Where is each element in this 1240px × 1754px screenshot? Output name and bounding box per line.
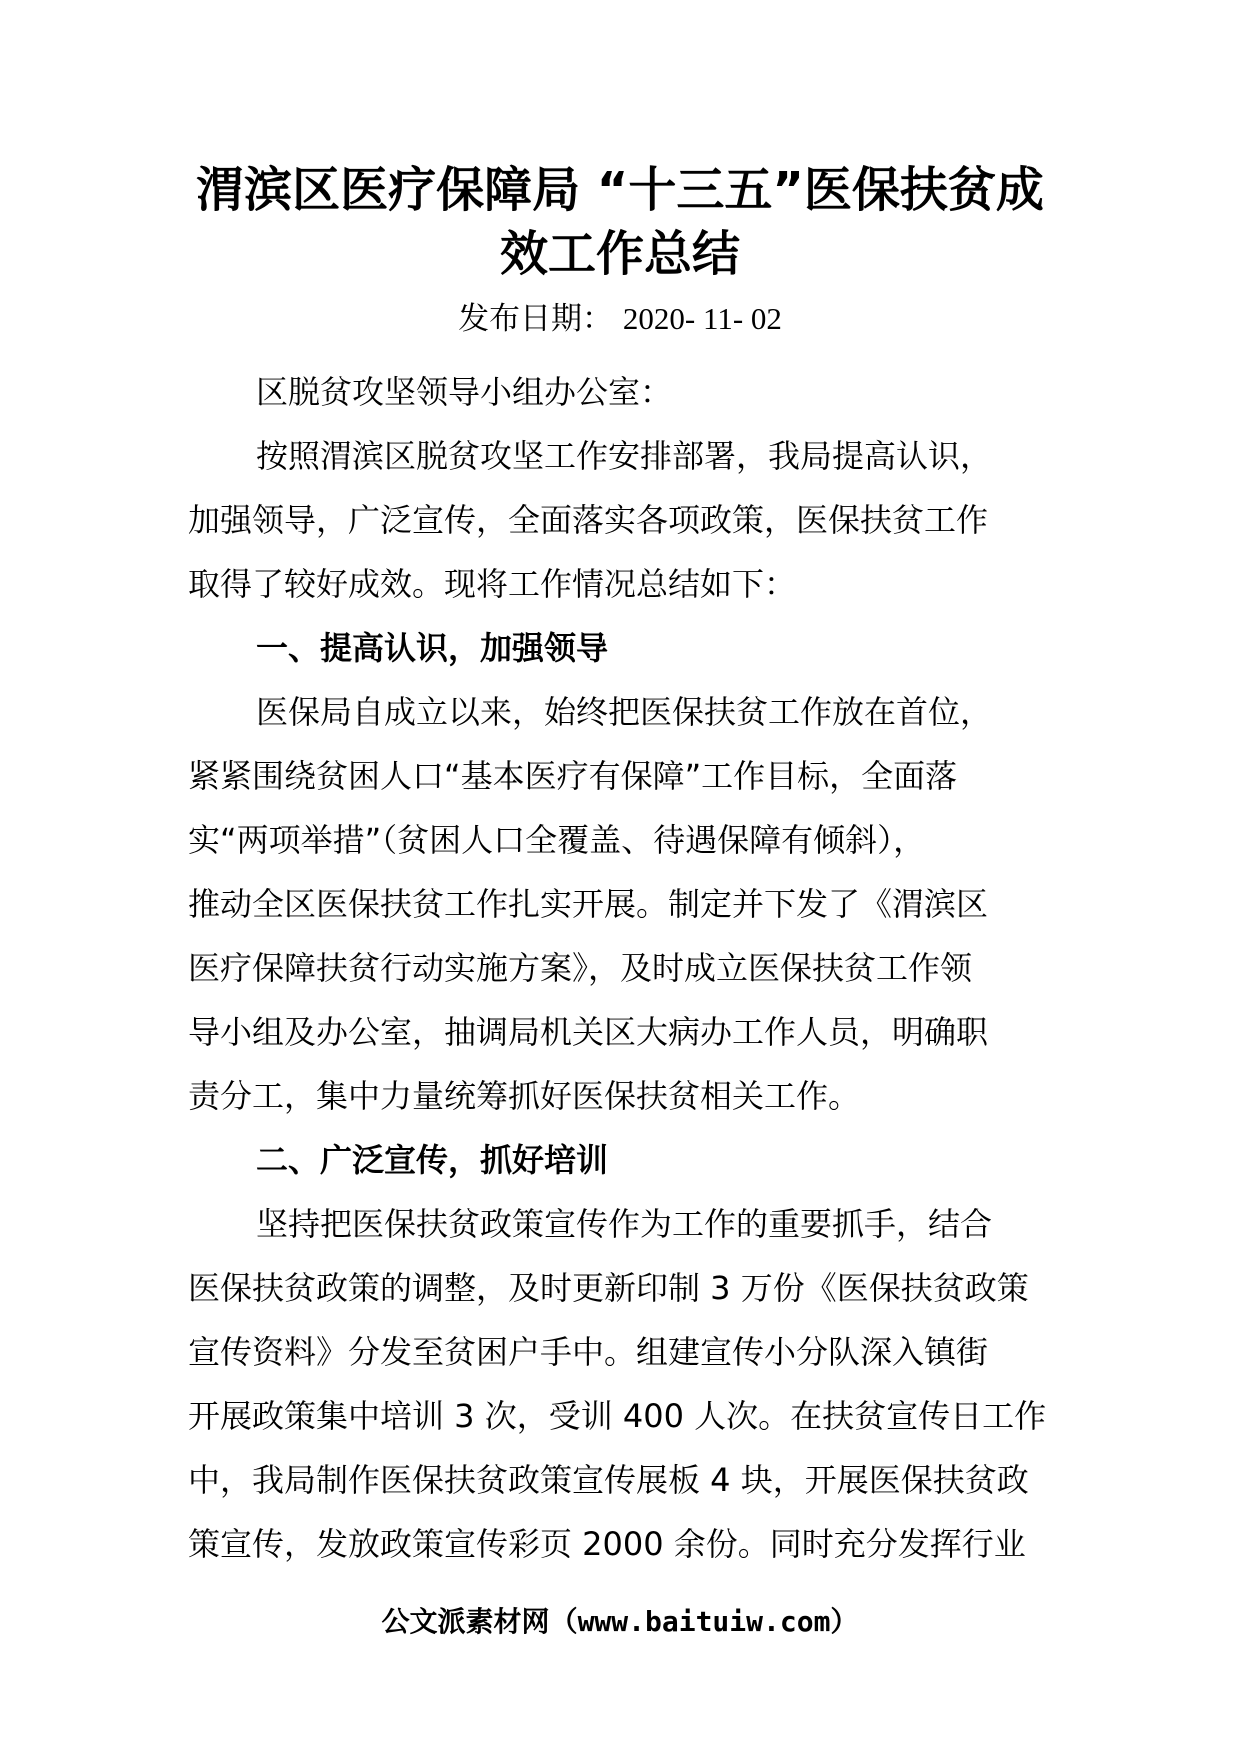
salutation: 区脱贫攻坚领导小组办公室：	[256, 373, 673, 411]
footer-url: （www.baituiw.com）	[549, 1605, 859, 1638]
paragraph-line: 按照渭滨区脱贫攻坚工作安排部署，我局提高认识，	[256, 437, 993, 475]
paragraph-line: 医保扶贫政策的调整，及时更新印制 3 万份《医保扶贫政策	[188, 1269, 1029, 1307]
paragraph-line: 策宣传，发放政策宣传彩页 2000 余份。同时充分发挥行业	[188, 1525, 1026, 1563]
page-footer	[150, 1600, 1090, 1644]
title-line-2: 效工作总结	[499, 226, 740, 282]
paragraph-line: 宣传资料》分发至贫困户手中。组建宣传小分队深入镇街	[188, 1333, 989, 1371]
publish-date-value: 2020- 11- 02	[622, 301, 782, 336]
paragraph-line: 医保局自成立以来，始终把医保扶贫工作放在首位，	[256, 693, 993, 731]
document-title	[150, 158, 1090, 286]
section-heading-1: 一、提高认识，加强领导	[256, 629, 609, 667]
publish-date	[150, 297, 1090, 341]
title-line-1: 渭滨区医疗保障局 “十三五”医保扶贫成	[196, 162, 1044, 218]
document-body	[188, 360, 1060, 1576]
paragraph-line: 开展政策集中培训 3 次，受训 400 人次。在扶贫宣传日工作	[188, 1397, 1047, 1435]
paragraph-line: 坚持把医保扶贫政策宣传作为工作的重要抓手，结合	[256, 1205, 993, 1243]
paragraph-line: 责分工，集中力量统筹抓好医保扶贫相关工作。	[188, 1077, 861, 1115]
paragraph-line: 取得了较好成效。现将工作情况总结如下：	[188, 565, 797, 603]
paragraph-line: 中，我局制作医保扶贫政策宣传展板 4 块，开展医保扶贫政	[188, 1461, 1029, 1499]
section-heading-2: 二、广泛宣传，抓好培训	[256, 1141, 609, 1179]
paragraph-line: 加强领导，广泛宣传，全面落实各项政策，医保扶贫工作	[188, 501, 989, 539]
paragraph-line: 紧紧围绕贫困人口“基本医疗有保障”工作目标，全面落	[188, 757, 958, 795]
paragraph-line: 医疗保障扶贫行动实施方案》，及时成立医保扶贫工作领	[188, 949, 973, 987]
publish-date-label: 发布日期：	[458, 301, 614, 337]
paragraph-line: 实“两项举措”（贫困人口全覆盖、待遇保障有倾斜），	[188, 821, 926, 859]
paragraph-line: 推动全区医保扶贫工作扎实开展。制定并下发了《渭滨区	[188, 885, 989, 923]
footer-site-name: 公文派素材网	[381, 1605, 550, 1638]
paragraph-line: 导小组及办公室，抽调局机关区大病办工作人员，明确职	[188, 1013, 989, 1051]
